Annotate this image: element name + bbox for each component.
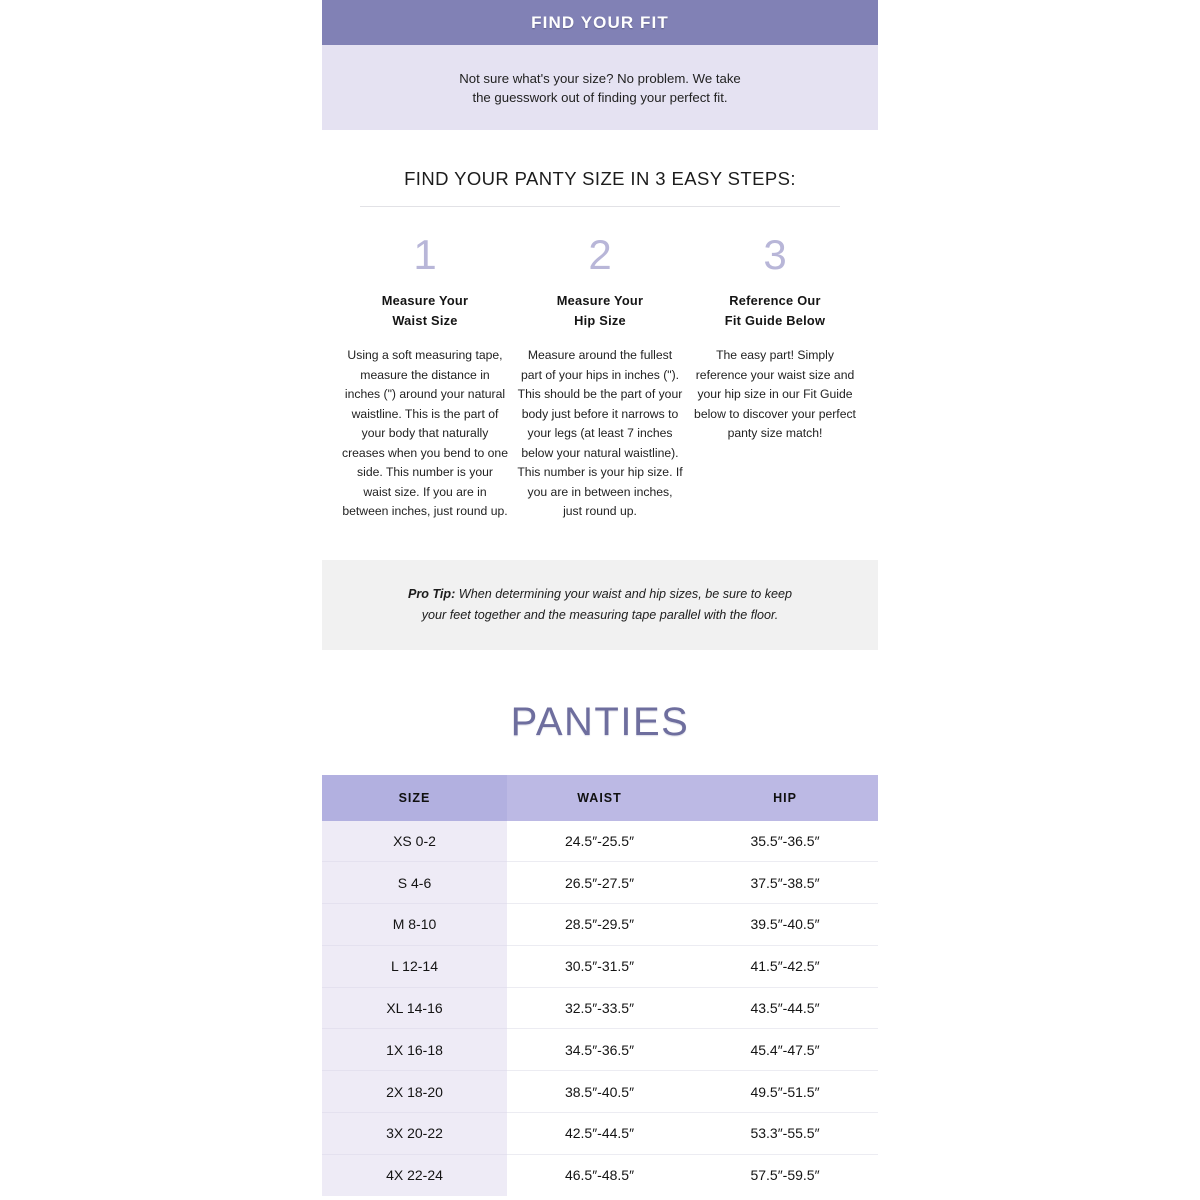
cell-waist: 24.5″-25.5″	[507, 821, 692, 862]
step-number-2: 2	[588, 231, 612, 278]
step-title-1	[342, 291, 509, 330]
cell-size: 3X 20-22	[322, 1113, 507, 1155]
cell-hip: 49.5″-51.5″	[692, 1071, 878, 1113]
cell-hip: 45.4″-47.5″	[692, 1029, 878, 1071]
step-number-1: 1	[413, 231, 437, 278]
steps-row	[322, 207, 878, 522]
cell-size: L 12-14	[322, 945, 507, 987]
table-row	[322, 821, 878, 862]
cell-waist: 32.5″-33.5″	[507, 987, 692, 1029]
column-header-hip: HIP	[692, 775, 878, 821]
column-header-size: SIZE	[322, 775, 507, 821]
steps-heading: FIND YOUR PANTY SIZE IN 3 EASY STEPS:	[404, 168, 796, 189]
step-title-1-line-1: Measure Your	[381, 293, 469, 308]
step-item-2	[513, 231, 688, 522]
table-row	[322, 1029, 878, 1071]
table-row	[322, 1071, 878, 1113]
step-title-2-line-1: Measure Your	[556, 293, 644, 308]
cell-hip: 35.5″-36.5″	[692, 821, 878, 862]
cell-size: M 8-10	[322, 904, 507, 946]
cell-size: 2X 18-20	[322, 1071, 507, 1113]
find-your-fit-banner	[322, 0, 878, 45]
cell-hip: 43.5″-44.5″	[692, 987, 878, 1029]
pro-tip-label: Pro Tip:	[407, 586, 456, 601]
size-chart-title: PANTIES	[510, 699, 690, 744]
column-header-waist: WAIST	[507, 775, 692, 821]
cell-waist: 26.5″-27.5″	[507, 862, 692, 904]
steps-section	[322, 130, 878, 522]
step-number-3: 3	[763, 231, 787, 278]
table-row	[322, 945, 878, 987]
step-title-3	[692, 291, 859, 330]
pro-tip-line-1	[408, 584, 792, 605]
step-body-1: Using a soft measuring tape, measure the distance in inches (") around your natural waistline. This is the part of your body that naturally creases when you bend to one side. This number is your waist size. If you are in between inches, just round up.	[341, 348, 508, 518]
cell-waist: 30.5″-31.5″	[507, 945, 692, 987]
cell-hip: 57.5″-59.5″	[692, 1154, 878, 1195]
size-chart-header-row	[322, 775, 878, 821]
size-chart-table	[322, 775, 878, 1196]
cell-hip: 39.5″-40.5″	[692, 904, 878, 946]
cell-waist: 34.5″-36.5″	[507, 1029, 692, 1071]
step-title-2-line-2: Hip Size	[574, 312, 626, 328]
banner-title: FIND YOUR FIT	[531, 12, 669, 32]
table-row	[322, 904, 878, 946]
cell-hip: 37.5″-38.5″	[692, 862, 878, 904]
pro-tip-box	[322, 560, 878, 650]
step-body-3: The easy part! Simply reference your waist size and your hip size in our Fit Guide below to discover your perfect panty size match!	[694, 348, 856, 440]
size-guide-content	[322, 0, 878, 1196]
banner-subtitle-line-2: the guesswork out of finding your perfect fit.	[472, 89, 728, 105]
banner-subtitle-line-1: Not sure what's your size? No problem. We take	[459, 70, 741, 86]
table-row	[322, 1154, 878, 1195]
pro-tip-line-2: your feet together and the measuring tape parallel with the floor.	[421, 607, 779, 622]
cell-size: XS 0-2	[322, 821, 507, 862]
cell-waist: 46.5″-48.5″	[507, 1154, 692, 1195]
size-chart-tbody	[322, 821, 878, 1196]
cell-size: XL 14-16	[322, 987, 507, 1029]
cell-waist: 38.5″-40.5″	[507, 1071, 692, 1113]
table-row	[322, 987, 878, 1029]
cell-size: S 4-6	[322, 862, 507, 904]
cell-size: 1X 16-18	[322, 1029, 507, 1071]
step-title-3-line-2: Fit Guide Below	[724, 312, 826, 328]
find-your-fit-subtitle	[322, 45, 878, 130]
step-body-2: Measure around the fullest part of your hips in inches ("). This should be the part of your body just before it narrows to your legs (at least 7 inches below your natural waistline). This number is your hip size. If you are in between inches, just round up.	[517, 348, 683, 518]
cell-hip: 41.5″-42.5″	[692, 945, 878, 987]
step-item-3	[688, 231, 863, 522]
cell-waist: 28.5″-29.5″	[507, 904, 692, 946]
step-title-3-line-1: Reference Our	[729, 293, 821, 308]
cell-hip: 53.3″-55.5″	[692, 1113, 878, 1155]
step-title-2	[517, 291, 684, 330]
table-row	[322, 1113, 878, 1155]
cell-waist: 42.5″-44.5″	[507, 1113, 692, 1155]
cell-size: 4X 22-24	[322, 1154, 507, 1195]
pro-tip-text-1: When determining your waist and hip sizes, be sure to keep	[455, 586, 793, 601]
table-row	[322, 862, 878, 904]
step-title-1-line-2: Waist Size	[392, 312, 458, 328]
size-chart-thead	[322, 775, 878, 821]
step-item-1	[338, 231, 513, 522]
